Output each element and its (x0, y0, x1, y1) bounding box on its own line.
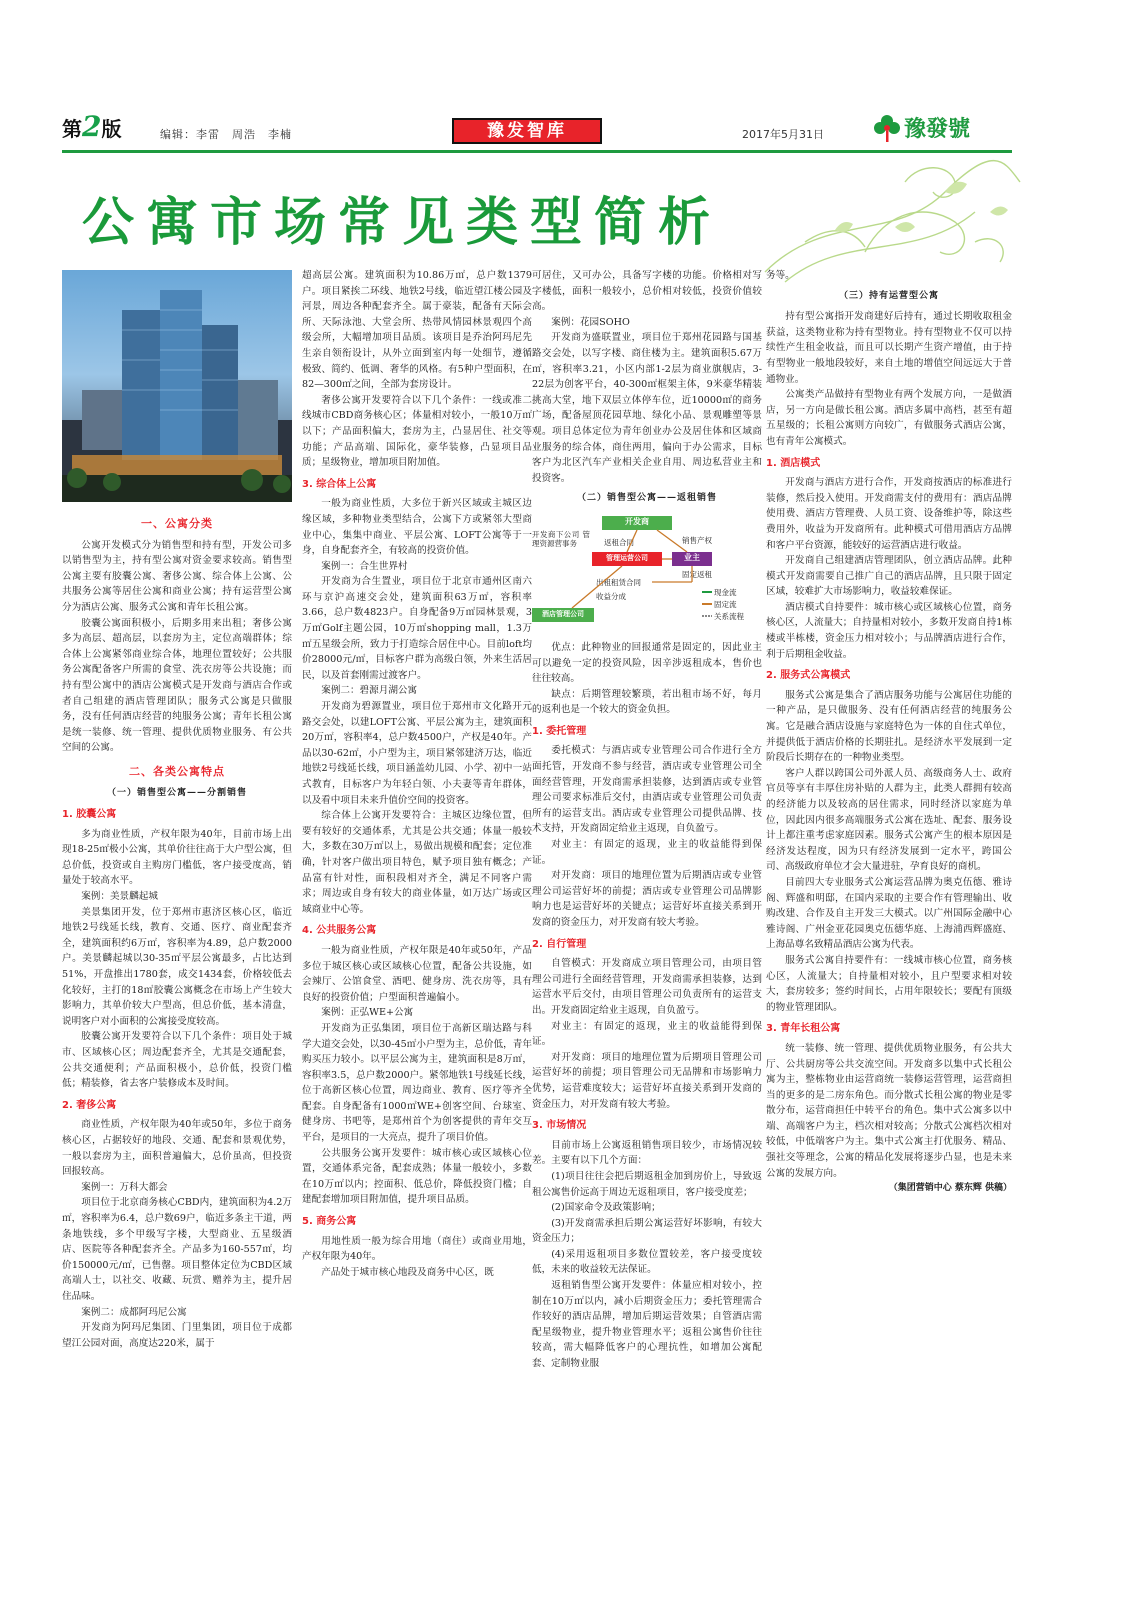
decorative-swirl-icon (745, 152, 1025, 287)
list-item: (3)开发商需承担后期公寓运营好坏影响，有较大资金压力； (532, 1217, 762, 1245)
topic-heading: 3. 青年长租公寓 (766, 1023, 841, 1035)
paragraph: 可居住，又可办公，具备写字楼的功能。价格相对写字楼低，面积一般较小，总价相对较低，投资价值较高。 (532, 270, 762, 313)
paragraph: 对业主：有固定的返现，业主的收益能得到保证。 (532, 1020, 762, 1048)
paragraph: 服务式公寓自持要件有：一线城市核心位置，商务核心区，人流量大；自持量相对较小，且户型要求相对较大，套房较多；签约时间长，占用年限较长；要配有顶级的物业管理团队。 (766, 954, 1012, 1013)
topic-heading: 1. 委托管理 (532, 725, 587, 737)
diagram-manager-box: 管理运营公司 (592, 552, 662, 566)
building-rendering-image (62, 270, 292, 502)
paragraph: 务等。 (766, 270, 795, 281)
diagram-cash-flow-label: 现金流 (714, 587, 737, 597)
edition-prefix: 第 (62, 117, 82, 141)
topic-heading: 2. 自行管理 (532, 938, 587, 950)
list-item: (2)国家命令及政策影响； (551, 1202, 661, 1214)
brand-logo (872, 112, 970, 143)
paragraph: 开发商为阿玛尼集团、门里集团，项目位于成都望江公园对面，高度达220米，属于 (62, 1322, 292, 1349)
diagram-arrows (532, 512, 764, 632)
case-label: 案例：花园SOHO (551, 316, 630, 328)
diagram-rent-back-label: 返租合同 (604, 537, 634, 547)
paragraph: 统一装修、统一管理、提供优质物业服务，有公共大厅、公共厨房等公共交流空间。开发商多以集中式长租公寓为主，整栋物业由运营商统一装修运营管理，运营商担当的更多的是二房东角色。而分散式长租公寓的物业是零散分布，运营商担任中转平台的角色。集中式公寓多以中端、高端客户为主，档次相对较高；分散式公寓档次相对较低，中低端客户为主。集中式公寓主打优服务、精品、强社交等理念，公寓的精品化发展将逐步凸显，也是未来公寓的发展方向。 (766, 1042, 1012, 1179)
diagram-left-label: 开发商下公司 管理资源营事务 (532, 529, 590, 548)
paragraph: 胶囊公寓面积极小，后期多用来出租；奢侈公寓多为高层、超高层，以套房为主，定位高端群体；综合体上公寓紧邻商业综合体，地理位置较好；公共服务公寓配备客户所需的食堂、洗衣房等公共设施；而持有型公寓中的酒店公寓模式是开发商与酒店合作或者自己组建的酒店管理团队；服务式公寓是只做服务，没有任何酒店经营的纯服务公寓；青年长租公寓是统一装修、统一管理、提供优质物业服务、有公共空间的公寓。 (62, 617, 292, 754)
paragraph: 公寓开发模式分为销售型和持有型，开发公司多以销售型为主，持有型公寓对资金要求较高。销售型公寓主要有胶囊公寓、奢侈公寓、综合体上公寓、公共服务公寓等居住公寓和商业公寓；持有运营型公寓分为酒店公寓、服务式公寓和青年长租公寓。 (62, 539, 292, 613)
diagram-property-rights-label: 销售产权 (682, 535, 712, 545)
paragraph: 一般为商业性质，大多位于新兴区域或主城区边缘区域，多种物业类型结合，公寓下方或紧邻大型商业中心，集集中商业、平层公寓、LOFT公寓等于一身，自身配套齐全，有较高的投资价值。 (302, 498, 532, 557)
diagram-hotel-box: 酒店管理公司 (532, 608, 594, 622)
diagram-rental-label: 出租租赁合同 (596, 577, 641, 587)
paragraph: 商业性质，产权年限为40年或50年，多位于商务核心区，占据较好的地段、交通、配套和景观优势，一般以套房为主，面积普遍偏大，总价虽高，但投资回报较高。 (62, 1119, 292, 1178)
topic-heading: 3. 市场情况 (532, 1120, 587, 1132)
case-label: 案例二：碧源月湖公寓 (321, 685, 418, 697)
paragraph: 服务式公寓是集合了酒店服务功能与公寓居住功能的一种产品，是只做服务、没有任何酒店经营的纯服务公寓。它是融合酒店设施与家庭特色为一体的自住式单位，并提供低于酒店价格的长期驻扎。是经济水平发展到一定阶段后长期存在的一种物业类型。 (766, 689, 1012, 764)
topic-heading: 3. 综合体上公寓 (302, 478, 377, 490)
paragraph: 目前四大专业服务式公寓运营品牌为奥克伍德、雅诗阁、辉盛和明邸，在国内采取的主要合作有管理输出、收购改建、合作及自主开发三大模式。以广州国际金融中心雅诗阁、广州金亚花园奥克伍德华庭、上海浦西辉盛庭、上海品尊名致精品酒店公寓为代表。 (766, 876, 1012, 951)
paragraph: 一般为商业性质，产权年限是40年或50年，产品多位于城区核心或区域核心位置，配备公共设施，如会辣厅、公馆食堂、酒吧、健身房、洗衣房等，具有良好的投资价值；户型面积普遍偏小。 (302, 944, 532, 1003)
subsection-heading: （三）持有运营型公寓 (838, 290, 939, 301)
topic-heading: 2. 奢侈公寓 (62, 1099, 117, 1111)
topic-heading: 1. 胶囊公寓 (62, 809, 117, 821)
edition-suffix: 版 (101, 117, 122, 141)
subsection-heading: （二）销售型公寓——返租销售 (576, 493, 717, 504)
paragraph: 委托模式：与酒店或专业管理公司合作进行全方面托管，开发商不参与经营，酒店或专业管理公司全面经营管理，开发商需承担装修，达到酒店或专业管理公司要求标准后交付，由酒店或专业管理公司负责所有的运营支出。酒店或专业管理公司提供品牌、技术支持，开发商固定给业主返现，自负盈亏。 (532, 745, 762, 835)
paragraph: 自管模式：开发商成立项目管理公司，由项目管理公司进行全面经营管理，开发商需承担装修，达到运营水平后交付，由项目管理公司负责所有的运营支出。开发商固定给业主返现，自负盈亏。 (532, 958, 762, 1016)
paragraph: 缺点：后期管理较繁琐，若出租市场不好，每月的返利也是一个较大的资金负担。 (532, 688, 762, 716)
paragraph: 产品处于城市核心地段及商务中心区，既 (321, 1266, 494, 1278)
logo-text: 豫發號 (904, 116, 971, 142)
subsection-heading: （一）销售型公寓——分割销售 (106, 787, 247, 798)
diagram-owner-box: 业主 (672, 552, 712, 566)
editors: 编辑：李雷 周浩 李楠 (160, 128, 292, 141)
issue-date: 2017年5月31日 (742, 128, 824, 141)
column-4 (766, 268, 1012, 1197)
case-label: 案例：正弘WE+公寓 (321, 1007, 414, 1019)
case-label: 案例一：合生世界村 (321, 560, 408, 572)
paragraph: 胶囊公寓开发要符合以下几个条件：项目处于城市、区域核心区；周边配套齐全，尤其是交通配套，公共交通便利；产品面积极小，总价低，投资门槛低；精装修，省去客户装修成本及时间。 (62, 1031, 292, 1090)
section-heading: 二、各类公寓特点 (129, 764, 225, 778)
paragraph: 开发商为盛联置业，项目位于郑州花园路与国基路交会处，以写字楼、商住楼为主。建筑面积5.67万㎡，容积率3.21，小区内部1-2层为商业旗舰店，3-22层为创客平台，40-300㎡框架主体，9米豪华精装挑高大堂，地下双层立体停车位，近10000㎡的商务广场，配备屋顶花园草地、绿化小品、景观雕塑等景观。项目总体定位为青年创业办公及居住体和区域商业服务的综合体，商住两用，偏向于办公需求，目标客户为北区汽车产业相关企业自用、周边私营业主和投资客。 (532, 332, 762, 484)
paragraph: 开发商与酒店方进行合作，开发商按酒店的标准进行装修，然后投入使用。开发商需支付的费用有：酒店品牌使用费、酒店方管理费、人员工资、设备维护等，除这些费用外，收益为开发商所有。此种模式可借用酒店方品牌和客户平台资源，能较好的运营酒店进行收益。 (766, 477, 1012, 551)
paragraph: 项目位于北京商务核心CBD内，建筑面积为4.2万㎡，容积率为6.4，总户数69户，临近多条主干道，两条地铁线，多个甲级写字楼，大型商业、五星级酒店、医院等各种配套齐全。产品多为160-557㎡，均价150000元/㎡，已售罄。项目整体定位为CBD区域高端人士，以社交、收藏、玩赏、赠养为主，提升居住品味。 (62, 1197, 292, 1302)
paragraph: 多为商业性质，产权年限为40年，目前市场上出现18-25㎡极小公寓，其单价往往高于大户型公寓，但总价低，投资或自主购房门槛低，客户接受度高，销量处于较高水平。 (62, 828, 292, 887)
diagram-relation-flow-label: 关系流程 (714, 611, 744, 621)
paragraph: 综合体上公寓开发要符合：主城区边缘位置，但要有较好的交通体系，尤其是公共交通；体量一般较大，多数在30万㎡以上，易做出规模和配套；定位准确，针对客户做出项目特色，赋予项目独有概念；产品富有针对性，面积段相对齐全，满足不同客户需求；周边或自身有较大的商业体量，如万达广场或区域商业中心等。 (302, 810, 532, 915)
topic-heading: 4. 公共服务公寓 (302, 925, 377, 937)
paragraph: 酒店模式自持要件：城市核心或区域核心位置，商务核心区，人流量大；自持量相对较小，多数开发商自持1栋楼或半栋楼，资金压力相对较小；与品牌酒店进行合作，利于后期租金收益。 (766, 601, 1012, 660)
topic-heading: 2. 服务式公寓模式 (766, 670, 851, 682)
paragraph: 开发商为正弘集团，项目位于高新区瑞达路与科学大道交会处，以30-45㎡小户型为主，总价低，青年购买压力较小。以平层公寓为主，建筑面积是8万㎡，容积率3.5，总户数2000户。紧邻地铁1号线延长线，位于高新区核心位置，周边商业、教育、医疗等齐全配套。自身配备有1000㎡WE+创客空间、台球室、健身房、书吧等，是郑州首个为创客提供的青年交互平台，是项目的一大亮点，提升了项目价值。 (302, 1022, 532, 1144)
page-header (62, 104, 1012, 150)
paragraph: 返租销售型公寓开发要件：体量应相对较小，控制在10万㎡以内，减小后期资金压力；委托管理需合作较好的酒店品牌，增加后期运营效果；自管酒店需配星级物业，提升物业管理水平；返租公寓售价往往较高，需大幅降低客户的心理抗性，如增加公寓配套、定制物业服 (532, 1280, 762, 1370)
column-3 (532, 268, 762, 1372)
paragraph: 用地性质一般为综合用地（商住）或商业用地，产权年限为40年。 (302, 1235, 532, 1263)
article-title: 公寓市场常见类型简析 (82, 193, 723, 253)
list-item: (1)项目往往会把后期返租金加到房价上，导致返租公寓售价远高于周边无返租项目，客户接受度差； (532, 1170, 762, 1198)
paragraph: 优点：此种物业的回报通常是固定的，因此业主可以避免一定的投资风险，因辛涉返租成本，售价也往往较高。 (532, 641, 762, 685)
section-heading: 一、公寓分类 (141, 517, 213, 530)
paragraph: 开发商为碧源置业，项目位于郑州市文化路开元路交会处，以建LOFT公寓、平层公寓为主，建筑面积20万㎡，容积率4，总户数4500户，产权是40年。产品以30-62㎡，小户型为主，项目紧邻建济万达，临近地铁2号线延长线，项目涵盖幼儿园、小学、初中一站式教育，目标客户为年轻白领、小夫妻等青年群体，以及看中项目未来升值价空间的投资客。 (302, 701, 532, 806)
paragraph: 对开发商：项目的地理位置为后期项目管理公司运营好坏的前提；项目管理公司无品牌和市场影响力优势，运营难度较大；运营好坏直接关系到开发商的资金压力，对开发商有较大考验。 (532, 1051, 762, 1110)
paragraph: 开发商自己组建酒店管理团队，创立酒店品牌。此种模式开发商需要自己推广自己的酒店品牌，且只限于固定区域，较难扩大市场影响力，收益较难保证。 (766, 555, 1012, 598)
topic-heading: 5. 商务公寓 (302, 1216, 357, 1228)
case-label: 案例：美景麟起城 (81, 891, 158, 903)
paragraph: 持有型公寓指开发商建好后持有，通过长期收取租金获益，这类物业称为持有型物业。持有型物业不仅可以持续性产生租金收益，而且可以长期产生资产增值，由于持有型物业一般地段较好，来自土地的增值空间远远大于普通物业。 (766, 311, 1012, 385)
paragraph: 公共服务公寓开发要件：城市核心或区域核心位置，交通体系完备，配套成熟；体量一般较小，多数在10万㎡以内；控面积、低总价，降低投资门槛；自建配套增加项目附加值，提升项目品质。 (302, 1147, 532, 1206)
clover-logo-icon (872, 113, 902, 143)
rent-back-flow-diagram (532, 512, 764, 632)
case-label: 案例二：成都阿玛尼公寓 (81, 1306, 187, 1318)
column-name: 豫发智库 (452, 118, 602, 144)
diagram-developer-box: 开发商 (602, 516, 672, 530)
column-1 (62, 508, 292, 1351)
paragraph: 客户人群以跨国公司外派人员、高级商务人士、政府官员等享有丰厚住房补贴的人群为主，此类人群拥有较高的经济能力以及较高的居住需求，同时经济以家庭为单位，因此因内很多高端服务式公寓在选址、配套、服务设计上都注重考虑家庭因素。服务式公寓产生的根本原因是经济发达程度，因为只有经济发展到一定水平，跨国公司、高级政府单位才会大量进驻，孕育良好的商机。 (766, 767, 1012, 873)
article-signature: （集团营销中心 蔡东辉 供稿） (888, 1183, 1012, 1194)
edition-number: 2 (82, 110, 102, 143)
column-2 (302, 268, 532, 1280)
paragraph: 目前市场上公寓返租销售项目较少，市场情况较差。主要有以下几个方面： (532, 1139, 762, 1167)
list-item: (4)采用返租项目多数位置较差，客户接受度较低，未来的收益较无法保证。 (532, 1248, 762, 1276)
diagram-fixed-return-label: 固定返租 (682, 569, 712, 579)
paragraph: 开发商为合生置业，项目位于北京市通州区南六环与京沪高速交会处，建筑面积63万㎡，容积率3.66，总户数4823户。自身配备9万㎡园林景观，3万㎡Golf主题公园，10万㎡shopping mall，1.3万㎡五星级会所，致力于打造综合居住中心。目前loft均价28000元/㎡，目标客户群为高级白领，外来生活居民，以及首套刚需过渡客户。 (302, 576, 532, 681)
paragraph: 奢侈公寓开发要符合以下几个条件：一线或准二线城市CBD商务核心区；体量相对较小，一般10万㎡以下；产品面积偏大，套房为主，凸显居住、社交等功能；产品高端、国际化，豪华装修，凸显项目品质；星级物业，增加项目附加值。 (302, 394, 532, 469)
paragraph: 对业主：有固定的返现，业主的收益能得到保证。 (532, 839, 762, 866)
diagram-fixed-flow-label: 固定流 (714, 599, 737, 609)
paragraph: 美景集团开发，位于郑州市惠济区核心区，临近地铁2号线延长线，教育、交通、医疗、商业配套齐全，建筑面积约6万㎡，容积率为4.89，总户数2000户。美景麟起城以30-35㎡平层公寓最多，占比达到51%，开盘推出1780套，成交1434套，价格较低去化较好，主打的18㎡胶囊公寓概念在市场上产生较大影响力，其单价较大户型高，但总价低，基本清盘，说明客户对小面积的公寓接受度较高。 (62, 906, 292, 1027)
case-label: 案例一：万科大都会 (81, 1181, 168, 1193)
edition-label (62, 110, 121, 143)
paragraph: 对开发商：项目的地理位置为后期酒店或专业管理公司运营好坏的前提；酒店或专业管理公司品牌影响力也是运营好坏的关键点；运营好坏直接关系到开发商的资金压力，对开发商有较大考验。 (532, 870, 762, 928)
topic-heading: 1. 酒店模式 (766, 457, 821, 469)
paragraph: 公寓类产品做持有型物业有两个发展方向，一是做酒店，另一方向是做长租公寓。酒店多属中高档，甚至有超五星级的；长租公寓则方向较广，有做服务式酒店公寓，也有青年公寓模式。 (766, 389, 1012, 447)
paragraph: 超高层公寓。建筑面积为10.86万㎡，总户数1379户。项目紧挨二环线、地铁2号线，临近望江楼公园及河景，周边各种配套齐全。属于豪装，配备有天际会所、天际泳池、大堂会所、热带风情园林景观四个高级会所，大幅增加项目品质。该项目是乔治阿玛尼先生亲自领衔设计，从外立面到室内每一处细节，遵循极致、简约、低调、奢华的风格。有5种户型面积，在82—300㎡之间，全部为套房设计。 (302, 270, 532, 391)
diagram-profit-share-label: 收益分成 (596, 591, 626, 601)
